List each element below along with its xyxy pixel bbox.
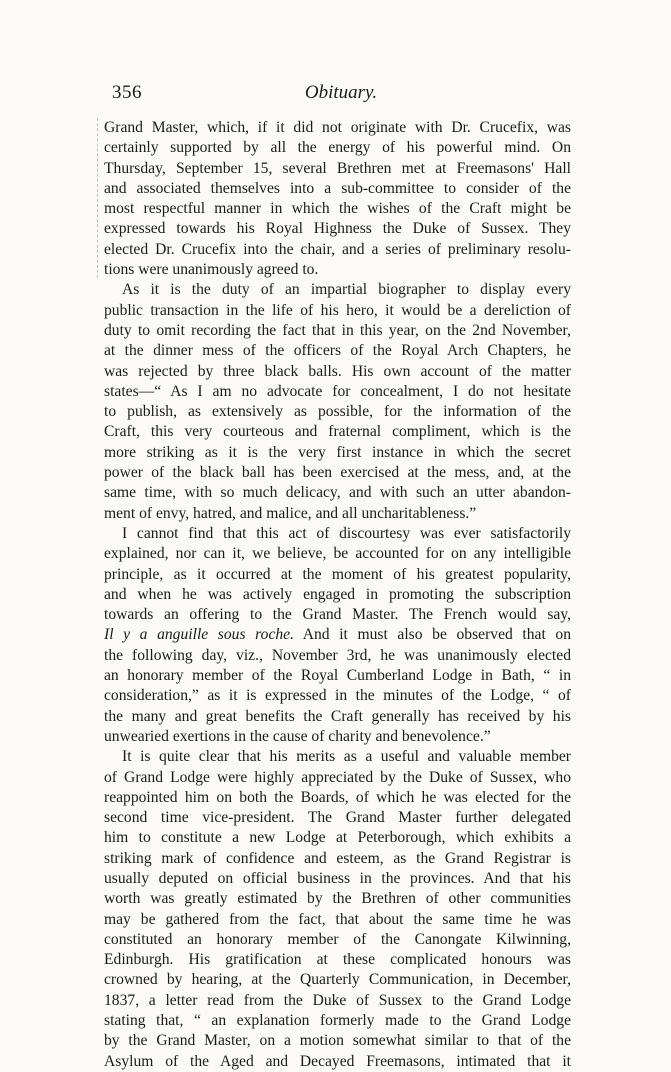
text-line: striking mark of confidence and esteem, as the Grand Registrar is — [104, 849, 571, 867]
text-line: same time, with so much delicacy, and with such an utter abandon- — [104, 484, 571, 502]
text-line: Asylum of the Aged and Decayed Freemasons, intimated that it — [104, 1052, 571, 1070]
text-line: by the Grand Master, on a motion somewhat similar to that of the — [104, 1032, 571, 1050]
text-line: to publish, as extensively as possible, for the information of the — [104, 403, 571, 421]
text-line: stating that, “ an explanation formerly made to the Grand Lodge — [104, 1012, 571, 1030]
text-line: at the dinner mess of the officers of the Royal Arch Chapters, he — [104, 342, 571, 360]
text-line: towards an offering to the Grand Master. The French would say, — [104, 606, 571, 624]
text-line: unwearied exertions in the cause of charity and benevolence.” — [104, 727, 491, 745]
text-line: explained, nor can it, we believe, be accounted for on any intelligible — [104, 545, 571, 563]
text-line: elected Dr. Crucefix into the chair, and a series of preliminary resolu- — [104, 240, 571, 258]
text-line: Craft, this very courteous and fraternal compliment, which is the — [104, 423, 571, 441]
text-line: second time vice-president. The Grand Master further delegated — [104, 809, 571, 827]
text-line-italic-start: Il y a anguille sous roche. And it must also be observed that on — [104, 626, 571, 644]
text-line: was rejected by three black balls. His own account of the matter — [104, 362, 571, 380]
margin-bracket-mark — [97, 118, 102, 278]
text-line: power of the black ball has been exercised at the mess, and, at the — [104, 464, 571, 482]
italic-phrase: Il y a anguille sous roche. — [104, 626, 294, 644]
text-line: certainly supported by all the energy of his powerful mind. On — [104, 139, 571, 157]
text-line: and associated themselves into a sub-committee to consider of the — [104, 179, 571, 197]
text-line: Grand Master, which, if it did not originate with Dr. Crucefix, was — [104, 119, 571, 136]
text-line: ment of envy, hatred, and malice, and all uncharitableness.” — [104, 504, 477, 522]
text-line: Thursday, September 15, several Brethren met at Freemasons' Hall — [104, 159, 571, 177]
text-line: Edinburgh. His gratification at these complicated honours was — [104, 951, 571, 969]
text-line: of Grand Lodge were highly appreciated by the Duke of Sussex, who — [104, 768, 571, 786]
text-line: public transaction in the life of his hero, it would be a dereliction of — [104, 301, 571, 319]
text-line: may be gathered from the fact, that about the same time he was — [104, 910, 571, 928]
text-line: the following day, viz., November 3rd, he was unanimously elected — [104, 646, 571, 664]
text-line: expressed towards his Royal Highness the Duke of Sussex. They — [104, 220, 571, 238]
page-number: 356 — [112, 82, 142, 103]
page-header — [112, 82, 570, 108]
text-line: As it is the duty of an impartial biographer to display every — [122, 281, 571, 299]
text-line: It is quite clear that his merits as a useful and valuable member — [122, 748, 571, 766]
text-line: constituted an honorary member of the Canongate Kilwinning, — [104, 930, 571, 948]
text-line: duty to omit recording the fact that in this year, on the 2nd November, — [104, 321, 571, 339]
text-line: worth was greatly estimated by the Brethren of other communities — [104, 890, 571, 908]
text-line: usually deputed on official business in the provinces. And that his — [104, 869, 571, 887]
text-line: an honorary member of the Royal Cumberland Lodge in Bath, “ in — [104, 667, 571, 685]
text-line: most respectful manner in which the wishes of the Craft might be — [104, 200, 571, 218]
text-line: 1837, a letter read from the Duke of Sussex to the Grand Lodge — [104, 991, 571, 1009]
text-line: states—“ As I am no advocate for concealment, I do not hesitate — [104, 382, 571, 400]
text-line: crowned by hearing, at the Quarterly Communication, in December, — [104, 971, 571, 989]
text-line: principle, as it occurred at the moment of his greatest popularity, — [104, 565, 571, 583]
running-title: Obituary. — [304, 82, 378, 103]
text-line: consideration,” as it is expressed in the minutes of the Lodge, “ of — [104, 687, 571, 705]
body-text — [104, 118, 571, 1072]
text-line: reappointed him on both the Boards, of which he was elected for the — [104, 788, 571, 806]
text-line: more striking as it is the very first instance in which the secret — [104, 443, 571, 461]
text-line: and when he was actively engaged in promoting the subscription — [104, 585, 571, 603]
text-line: tions were unanimously agreed to. — [104, 261, 319, 279]
text-line: him to constitute a new Lodge at Peterborough, which exhibits a — [104, 829, 571, 847]
text-line: I cannot find that this act of discourtesy was ever satisfactorily — [122, 524, 571, 542]
text-line: the many and great benefits the Craft generally has received by his — [104, 707, 571, 725]
